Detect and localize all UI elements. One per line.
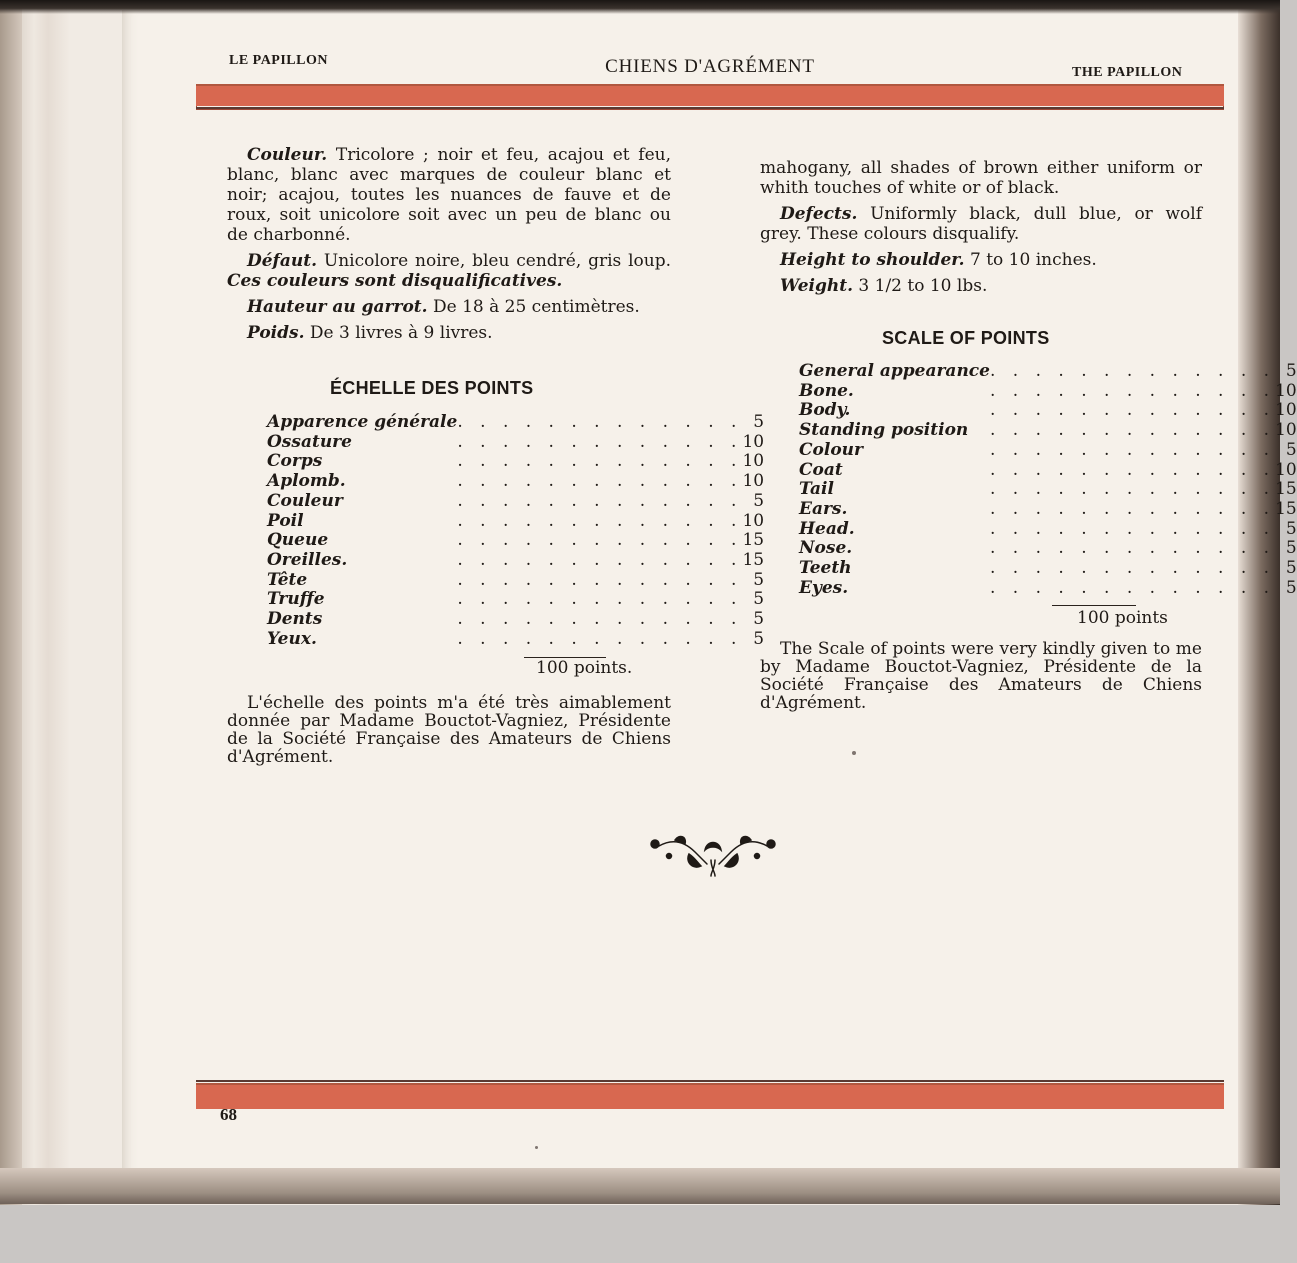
scale-value: 5 — [1285, 439, 1297, 460]
scale-value: 5 — [1285, 361, 1297, 381]
scale-item: Truffe — [267, 589, 325, 610]
scale-item: Dents — [267, 609, 323, 630]
header-rule — [196, 107, 1224, 109]
leader-dots: . . . . . . . . . . . . . — [989, 439, 1276, 460]
scale-item: Corps — [267, 451, 323, 472]
leader-dots: . . . . . . . . . . . . . — [457, 530, 743, 551]
scale-item: Ears. — [799, 498, 848, 519]
leader-dots: . . . . . . . . . . . . . — [457, 431, 743, 452]
poids-paragraph — [227, 323, 671, 343]
leader-dots: . . . . . . . . . . . . . — [989, 479, 1276, 500]
defects-text: Uniformly black, dull blue, or wolf grey. These colours disqualify. — [760, 204, 1202, 244]
weight-label: Weight. — [780, 276, 853, 296]
leader-dots: . . . . . . . . . . . . . — [989, 577, 1276, 598]
floral-ornament-icon — [645, 830, 781, 878]
leader-dots: . . . . . . . . . . . . . — [989, 361, 1276, 381]
height-text: 7 to 10 inches. — [969, 250, 1097, 270]
couleur-paragraph — [227, 145, 671, 245]
scale-row — [799, 382, 1297, 402]
running-head-center: CHIENS D'AGRÉMENT — [605, 56, 815, 77]
french-column — [227, 145, 671, 349]
footer-rule — [196, 1080, 1224, 1082]
scale-item: Coat — [799, 459, 843, 480]
height-paragraph — [760, 250, 1202, 270]
footer-band — [196, 1083, 1224, 1109]
scale-value: 5 — [753, 628, 765, 649]
scale-value: 15 — [742, 549, 765, 570]
defects-label: Defects. — [780, 204, 858, 224]
scale-value: 15 — [1275, 479, 1297, 500]
scale-item: Yeux. — [267, 628, 317, 649]
scale-item: Couleur — [267, 490, 343, 511]
leader-dots: . . . . . . . . . . . . . — [989, 380, 1276, 401]
english-scale-title: SCALE OF POINTS — [882, 328, 1050, 348]
scale-item: General appearance — [799, 361, 990, 381]
book-edge — [0, 0, 22, 1205]
leader-dots: . . . . . . . . . . . . . — [457, 412, 743, 432]
hauteur-label: Hauteur au garrot. — [247, 297, 428, 317]
continuation-paragraph: mahogany, all shades of brown either uniform or whith touches of white or of black. — [760, 158, 1202, 198]
leader-dots: . . . . . . . . . . . . . — [457, 549, 743, 570]
english-total-rule — [1052, 605, 1136, 606]
defaut-italic: Ces couleurs sont disqualificatives. — [227, 271, 563, 291]
print-speck — [535, 1146, 538, 1149]
scale-value: 10 — [1275, 380, 1297, 401]
scale-row — [267, 630, 764, 650]
height-label: Height to shoulder. — [780, 250, 965, 270]
english-scale-table — [799, 362, 1297, 598]
leader-dots: . . . . . . . . . . . . . — [989, 459, 1276, 480]
scale-item: Bone. — [799, 380, 854, 401]
scale-item: Eyes. — [799, 577, 849, 598]
scale-row — [799, 461, 1297, 481]
top-shadow — [0, 0, 1280, 14]
scale-row — [267, 452, 764, 472]
scale-row — [267, 413, 764, 433]
scale-row — [267, 571, 764, 591]
scale-item: Colour — [799, 439, 863, 460]
scale-row — [267, 531, 764, 551]
english-column — [760, 158, 1202, 302]
scale-item: Queue — [267, 530, 329, 551]
scale-value: 5 — [753, 589, 765, 610]
scale-value: 5 — [753, 569, 765, 590]
defaut-label: Défaut. — [247, 251, 318, 271]
print-speck — [852, 751, 856, 755]
running-head-right: THE PAPILLON — [1072, 65, 1183, 80]
scale-value: 5 — [1285, 518, 1297, 539]
page-number: 68 — [220, 1105, 237, 1124]
scale-row — [799, 441, 1297, 461]
leader-dots: . . . . . . . . . . . . . — [457, 628, 743, 649]
leader-dots: . . . . . . . . . . . . . — [457, 569, 743, 590]
leader-dots: . . . . . . . . . . . . . — [989, 498, 1276, 519]
couleur-text: Tricolore ; noir et feu, acajou et feu, blanc, blanc avec marques de couleur blanc et noir; acajou, toutes les nuances de fauve et de roux, soit unicolore soit avec un peu de blanc ou de charbonné. — [227, 145, 671, 245]
scale-row — [267, 551, 764, 571]
scale-row — [799, 401, 1297, 421]
scale-row — [267, 610, 764, 630]
scale-row — [267, 492, 764, 512]
scale-row — [799, 362, 1297, 382]
book-board — [0, 1168, 1280, 1204]
leader-dots: . . . . . . . . . . . . . — [989, 400, 1276, 421]
scale-value: 5 — [753, 412, 765, 432]
poids-text: De 3 livres à 9 livres. — [309, 323, 493, 343]
scale-row — [267, 433, 764, 453]
hauteur-paragraph — [227, 297, 671, 317]
leader-dots: . . . . . . . . . . . . . — [989, 518, 1276, 539]
scale-item: Teeth — [799, 558, 852, 579]
running-head-left: LE PAPILLON — [229, 53, 328, 68]
scale-value: 5 — [753, 490, 765, 511]
leader-dots: . . . . . . . . . . . . . — [989, 538, 1276, 559]
scale-value: 10 — [742, 431, 765, 452]
scale-item: Ossature — [267, 431, 352, 452]
scale-item: Tête — [267, 569, 308, 590]
scale-item: Body. — [799, 400, 851, 421]
scale-row — [799, 579, 1297, 599]
leader-dots: . . . . . . . . . . . . . — [457, 451, 743, 472]
leader-dots: . . . . . . . . . . . . . — [457, 471, 743, 492]
weight-paragraph — [760, 276, 1202, 296]
scale-row — [267, 512, 764, 532]
scale-item: Tail — [799, 479, 834, 500]
scale-row — [799, 500, 1297, 520]
scale-value: 10 — [1275, 420, 1297, 441]
scale-row — [267, 590, 764, 610]
english-total: 100 points — [1077, 608, 1168, 628]
scale-value: 10 — [742, 451, 765, 472]
leader-dots: . . . . . . . . . . . . . — [989, 420, 1276, 441]
scale-value: 10 — [1275, 459, 1297, 480]
french-total: 100 points. — [536, 658, 633, 678]
scale-value: 5 — [753, 609, 765, 630]
defects-paragraph — [760, 204, 1202, 244]
scale-row — [799, 520, 1297, 540]
scale-row — [799, 421, 1297, 441]
scale-row — [799, 559, 1297, 579]
scale-value: 15 — [742, 530, 765, 551]
scale-item: Standing position — [799, 420, 969, 441]
defaut-text: Unicolore noire, bleu cendré, gris loup. — [323, 251, 672, 271]
defaut-paragraph — [227, 251, 671, 291]
scale-item: Nose. — [799, 538, 853, 559]
scale-value: 10 — [1275, 400, 1297, 421]
english-note: The Scale of points were very kindly given to me by Madame Bouctot-Vagniez, Présidente de la Société Française des Amateurs de Chiens d'Agrément. — [760, 639, 1202, 713]
scale-item: Head. — [799, 518, 855, 539]
scale-row — [799, 480, 1297, 500]
hauteur-text: De 18 à 25 centimètres. — [432, 297, 640, 317]
scale-item: Aplomb. — [267, 471, 346, 492]
french-scale-title: ÉCHELLE DES POINTS — [330, 378, 534, 398]
page-curl — [1238, 0, 1280, 1205]
scale-value: 5 — [1285, 577, 1297, 598]
leader-dots: . . . . . . . . . . . . . — [989, 558, 1276, 579]
couleur-label: Couleur. — [247, 145, 328, 165]
leader-dots: . . . . . . . . . . . . . — [457, 589, 743, 610]
scale-value: 5 — [1285, 558, 1297, 579]
scale-value: 5 — [1285, 538, 1297, 559]
poids-label: Poids. — [247, 323, 305, 343]
scale-item: Apparence générale — [267, 412, 458, 432]
leader-dots: . . . . . . . . . . . . . — [457, 510, 743, 531]
header-band — [196, 84, 1224, 106]
french-scale-table — [267, 413, 764, 649]
leader-dots: . . . . . . . . . . . . . — [457, 609, 743, 630]
scale-item: Oreilles. — [267, 549, 348, 570]
leader-dots: . . . . . . . . . . . . . — [457, 490, 743, 511]
scale-row — [799, 539, 1297, 559]
scale-item: Poil — [267, 510, 304, 531]
french-note: L'échelle des points m'a été très aimablement donnée par Madame Bouctot-Vagniez, Présidente de la Société Française des Amateurs de Chiens d'Agrément. — [227, 693, 671, 767]
scale-value: 10 — [742, 510, 765, 531]
weight-text: 3 1/2 to 10 lbs. — [858, 276, 988, 296]
scale-value: 15 — [1275, 498, 1297, 519]
scale-row — [267, 472, 764, 492]
scale-value: 10 — [742, 471, 765, 492]
